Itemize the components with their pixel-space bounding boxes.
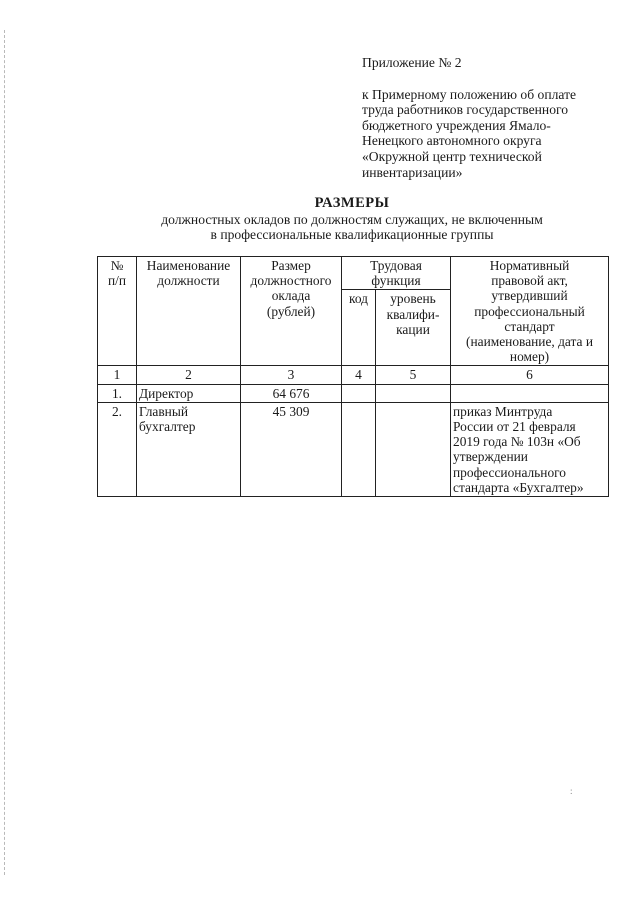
- document-subtitle-line2: в профессиональные квалификационные группы: [210, 227, 494, 243]
- column-number: 4: [342, 366, 376, 384]
- row-code: [342, 384, 376, 402]
- table-header-row: [98, 257, 609, 290]
- salary-table: [97, 256, 609, 497]
- header-number: № п/п: [98, 257, 137, 366]
- header-qualification-level: уровень квалифи- кации: [376, 290, 451, 366]
- row-number: 1.: [98, 384, 137, 402]
- margin-dashed-line: [4, 30, 5, 875]
- row-level: [376, 384, 451, 402]
- row-position-name: Директор: [137, 384, 241, 402]
- row-position-name: Главный бухгалтер: [137, 402, 241, 496]
- header-code: код: [342, 290, 376, 366]
- document-title: РАЗМЕРЫ: [314, 195, 390, 211]
- document-subtitle-line1: должностных окладов по должностям служащих, не включенным: [161, 211, 543, 227]
- header-normative-act: Нормативный правовой акт, утвердивший профессиональный стандарт (наименование, дата и номер): [451, 257, 609, 366]
- row-salary: 64 676: [241, 384, 342, 402]
- appendix-block: [362, 55, 612, 180]
- appendix-number: Приложение № 2: [362, 55, 462, 70]
- appendix-line: к Примерному положению об оплате: [362, 86, 577, 102]
- margin-mark: :: [570, 786, 573, 796]
- appendix-line: труда работников государственного: [362, 102, 569, 118]
- row-level: [376, 402, 451, 496]
- table-row: [98, 402, 609, 496]
- row-normative-act: приказ Минтруда России от 21 февраля 2019 года № 103н «Об утверждении профессионального стандарта «Бухгалтер»: [451, 402, 609, 496]
- column-number-row: [98, 366, 609, 384]
- column-number: 5: [376, 366, 451, 384]
- appendix-line: инвентаризации»: [362, 164, 463, 180]
- header-position: Наименование должности: [137, 257, 241, 366]
- header-salary: Размер должностного оклада (рублей): [241, 257, 342, 366]
- table-row: [98, 384, 609, 402]
- row-number: 2.: [98, 402, 137, 496]
- row-salary: 45 309: [241, 402, 342, 496]
- row-code: [342, 402, 376, 496]
- column-number: 2: [137, 366, 241, 384]
- header-labor-function: Трудовая функция: [342, 257, 451, 290]
- column-number: 1: [98, 366, 137, 384]
- appendix-line: Ненецкого автономного округа: [362, 133, 542, 149]
- appendix-line: «Окружной центр технической: [362, 148, 542, 164]
- document-title-block: [96, 196, 608, 243]
- column-number: 3: [241, 366, 342, 384]
- appendix-line: бюджетного учреждения Ямало-: [362, 117, 551, 133]
- row-normative-act: [451, 384, 609, 402]
- column-number: 6: [451, 366, 609, 384]
